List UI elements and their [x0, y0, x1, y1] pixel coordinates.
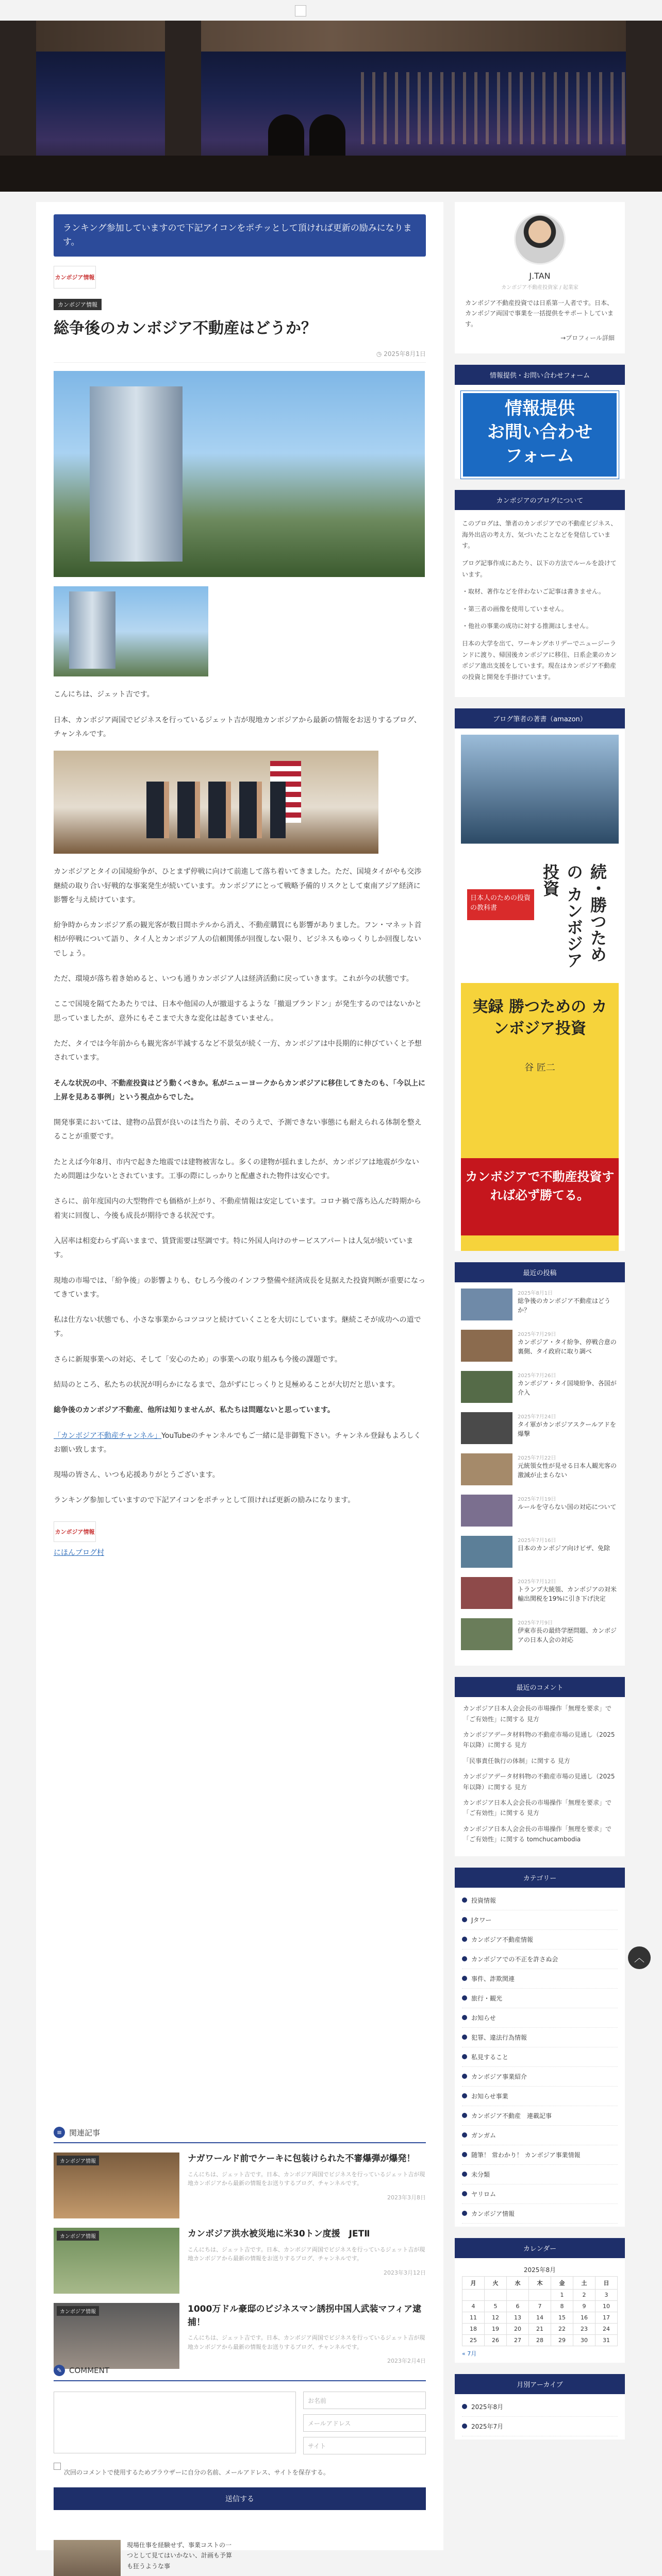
save-info-checkbox[interactable]: 次回のコメントで使用するためブラウザーに自分の名前、メールアドレス、サイトを保存する。 — [54, 2463, 426, 2481]
recent-post[interactable]: 2025年7月12日 トランプ大統領、カンボジアの対米輸出関税を19%に引き下げ決定 — [461, 1577, 619, 1609]
comment-item[interactable]: カンボジア日本人会会長の市場操作「無理を要求」で「ご有効性」に関する 見方 — [463, 1799, 612, 1817]
ranking-notice: ランキング参加していますので下記アイコンをポチッとして頂ければ更新の励みになります。 — [54, 214, 426, 257]
calendar-day: 21 — [529, 2323, 551, 2334]
calendar-day: 28 — [529, 2334, 551, 2346]
paragraph: 開発事業においては、建物の品質が良いのは当たり前、そのうえで、予測できない事態にも耐えられる体制を整えることが重要です。 — [54, 1118, 422, 1141]
related-title[interactable]: 1000万ドル豪邸のビジネスマン誘拐中国人武装マフィア逮捕！ — [188, 2304, 422, 2328]
books-widget — [455, 708, 625, 1251]
scroll-to-top-icon[interactable]: ︿ — [628, 1946, 651, 1969]
calendar-day-header: 土 — [573, 2276, 595, 2289]
speech-bubble-icon: ✎ — [54, 2365, 65, 2376]
profile-widget — [455, 202, 625, 353]
recent-post[interactable]: 2025年7月19日 ルールを守らない国の対応について — [461, 1495, 619, 1527]
book-cover-1[interactable]: 続・勝つための カンボジア投資 日本人のための投資の教科書 — [461, 735, 619, 977]
related-date: 2023年3月12日 — [384, 2269, 426, 2276]
category-widget — [455, 1868, 625, 2227]
calendar-day: 1 — [551, 2289, 573, 2300]
widget-title: カンボジアのブログについて — [455, 490, 625, 510]
calendar-day: 2 — [573, 2289, 595, 2300]
comment-item[interactable]: カンボジアデータ材料物の不動産市場の見通し（2025年以降）に関する 見方 — [463, 1731, 615, 1749]
ranking-logo-bottom[interactable]: カンボジア情報 — [54, 1521, 96, 1542]
paragraph: ただ、タイでは今年前からも観光客が半減するなど不景気が続く一方、カンボジアは中長期的に伸びていくと予想されています。 — [54, 1039, 422, 1062]
paragraph: 紛争時からカンボジア系の観光客が数日間ホテルから消え、不動産購買にも影響がありました。フン・マネット首相が停戦について語り、タイ人とカンボジア人の信頼関係が回復しない限り、ビジネスもゆっくりしか回復しないでしょう。 — [54, 921, 422, 958]
archive-link[interactable]: 2025年7月 — [462, 2417, 618, 2436]
post-title: 総争後のカンボジア不動産はどうか？ — [54, 319, 317, 338]
calendar-day: 30 — [573, 2334, 595, 2346]
about-text: ・第三者の画像を使用していません。 — [462, 605, 568, 613]
comment-item[interactable]: 「民事責任執行の体制」に関する 見方 — [463, 1757, 570, 1765]
paragraph: こんにちは、ジェット吉です。 — [54, 690, 154, 699]
related-excerpt: こんにちは、ジェット吉です。日本、カンボジア両国でビジネスを行っているジェット吉が現地カンボジアから最新の情報をお送りするブログ、チャンネルです。 — [188, 2334, 425, 2350]
archive-link[interactable]: 2025年8月 — [462, 2397, 618, 2417]
calendar-day: 18 — [462, 2323, 485, 2334]
calendar-day: 19 — [485, 2323, 507, 2334]
calendar-day — [485, 2289, 507, 2300]
calendar-day: 9 — [573, 2300, 595, 2312]
recent-comments-widget — [455, 1677, 625, 1856]
paragraph: さらに新規事業への対応、そして「安心のため」の事業への取り組みも今後の課題です。 — [54, 1355, 342, 1364]
next-post-text[interactable]: 現場仕事を経験せず、事業コストの一つとして見てはいかない、計画も予算も狂うような事 — [127, 2541, 233, 2570]
recent-post[interactable]: 2025年7月29日 カンボジア・タイ紛争、停戦合意の裏側、タイ政府に取り調べ — [461, 1330, 619, 1362]
calendar-day: 17 — [595, 2312, 618, 2323]
paragraph: たとえば今年8月、市内で起きた地震では建物被害なし。多くの建物が揺れましたが、カンボジアは地震が少ないため問題は少ないとされています。工事の際にしっかりと配慮された物件は安心です。 — [54, 1158, 419, 1181]
widget-title: カレンダー — [455, 2238, 625, 2258]
email-input[interactable]: メールアドレス — [303, 2414, 426, 2432]
calendar-day: 24 — [595, 2323, 618, 2334]
recent-post[interactable]: 2025年7月9日 伊東市長の最終学歴問題、カンボジアの日本人会の対応 — [461, 1618, 619, 1650]
url-input[interactable]: サイト — [303, 2437, 426, 2454]
broken-image-icon — [295, 5, 306, 16]
category-link[interactable]: 旅行・観光 — [462, 1989, 618, 2008]
category-link[interactable]: カンボジア事業紹介 — [462, 2067, 618, 2087]
recent-post[interactable]: 2025年7月22日 元統領女性が見せる日本人観光客の激減が止まらない — [461, 1453, 619, 1485]
related-item[interactable] — [54, 2228, 426, 2294]
related-thumb[interactable]: カンボジア情報 — [54, 2228, 179, 2294]
comment-form — [36, 2365, 443, 2510]
about-text: このブログは、筆者のカンボジアでの不動産ビジネス、海外出店の考え方、気づいたことなどを発信しています。 — [462, 520, 617, 550]
calendar-day: 11 — [462, 2312, 485, 2323]
widget-title: 最近の投稿 — [455, 1262, 625, 1282]
calendar-widget — [455, 2238, 625, 2363]
paragraph-bold: 総争後のカンボジア不動産、他所は知りませんが、私たちは問題ないと思っています。 — [54, 1406, 335, 1415]
related-thumb[interactable]: カンボジア情報 — [54, 2303, 179, 2369]
category-link[interactable]: カンボジア情報 — [462, 2204, 618, 2224]
category-link[interactable]: カンボジア不動産情報 — [462, 1930, 618, 1950]
comment-item[interactable]: カンボジア日本人会会長の市場操作「無理を要求」で「ご有効性」に関する tomchucambodia — [463, 1825, 612, 1843]
profile-subtitle: カンボジア不動産投資家 / 起業家 — [501, 285, 578, 291]
category-link[interactable]: 私見すること — [462, 2047, 618, 2067]
sidebar — [455, 202, 625, 2451]
calendar-day: 8 — [551, 2300, 573, 2312]
recent-post[interactable]: 2025年8月1日 総争後のカンボジア不動産はどうか？ — [461, 1289, 619, 1320]
recent-post[interactable]: 2025年7月16日 日本のカンボジア向けビザ、免除 — [461, 1536, 619, 1568]
category-link[interactable]: カンボジア不動産 連載記事 — [462, 2106, 618, 2126]
next-post-link[interactable] — [36, 2540, 443, 2576]
calendar-day: 15 — [551, 2312, 573, 2323]
calendar-day: 5 — [485, 2300, 507, 2312]
calendar-day: 3 — [595, 2289, 618, 2300]
about-text: ブログ記事作成にあたり、以下の方法でルールを設けています。 — [462, 559, 617, 578]
calendar-day: 27 — [507, 2334, 529, 2346]
paragraph: ここで国境を隔てたあたりでは、日本や他国の人が撤退するような「撤退ブランドン」が発生するのではないかと思っていましたが、意外にもそこまで大きな変化は起きていません。 — [54, 1000, 422, 1023]
profile-desc: カンボジア不動産投資では日系第一人者です。日本、カンボジア両国で事業を一括提供をサポートしています。 — [465, 299, 614, 328]
calendar-day: 29 — [551, 2334, 573, 2346]
about-text: ・他社の事業の成功に対する推測はしません。 — [462, 622, 592, 630]
ranking-logo[interactable]: カンボジア情報 — [54, 266, 96, 289]
category-link[interactable]: Jタワー — [462, 1910, 618, 1930]
meeting-photo — [54, 751, 378, 854]
calendar-day: 4 — [462, 2300, 485, 2312]
calendar-day: 26 — [485, 2334, 507, 2346]
category-link[interactable]: 投資情報 — [462, 1891, 618, 1910]
youtube-channel-link[interactable]: 「カンボジア不動産チャンネル」 — [54, 1431, 162, 1440]
calendar-day: 25 — [462, 2334, 485, 2346]
calendar-day-header: 木 — [529, 2276, 551, 2289]
related-title[interactable]: カンボジア洪水被災地に米30トン度援 JETⅡ — [188, 2229, 370, 2239]
comment-item[interactable]: カンボジア日本人会会長の市場操作「無理を要求」で「ご有効性」に関する 見方 — [463, 1705, 612, 1723]
widget-title: カテゴリー — [455, 1868, 625, 1888]
paragraph-bold: そんな状況の中、不動産投資はどう動くべきか。私がニューヨークからカンボジアに移住してきたのも、「今以上に上昇を見ある事例」という視点からでした。 — [54, 1079, 425, 1101]
inquiry-widget — [455, 365, 625, 479]
related-thumb[interactable]: カンボジア情報 — [54, 2153, 179, 2218]
about-text: 日本の大学を出て、ワーキングホリデーでニュージーランドに渡り、帰国後カンボジアに移住、日系企業のカンボジア進出支援をしています。現在はカンボジア不動産の投資と開発を手掛けています。 — [462, 639, 617, 681]
paragraph: 現場の皆さん、いつも応援ありがとうございます。 — [54, 1471, 220, 1480]
calendar-day-header: 水 — [507, 2276, 529, 2289]
next-post-thumb[interactable] — [54, 2540, 121, 2576]
related-item[interactable] — [54, 2153, 426, 2218]
comment-header: ✎ COMMENT — [54, 2365, 426, 2381]
calendar-day: 10 — [595, 2300, 618, 2312]
paragraph: 結局のところ、私たちの状況が明らかになるまで、急がずにじっくりと見極めることが大切だと思います。 — [54, 1380, 400, 1389]
recent-post[interactable]: 2025年7月24日 タイ軍がカンボジアスクールアドを爆撃 — [461, 1412, 619, 1444]
calendar-day: 20 — [507, 2323, 529, 2334]
calendar-day — [462, 2289, 485, 2300]
paragraph: 日本、カンボジア両国でビジネスを行っているジェット吉が現地カンボジアから最新の情報をお送りするブログ、チャンネルです。 — [54, 716, 421, 738]
book-cover-2[interactable]: 実録 勝つための カンボジア投資 谷 匠二 カンボジアで不動産投資すれば必ず勝てる。 — [461, 983, 619, 1251]
category-link[interactable]: ヤリロム — [462, 2184, 618, 2204]
calendar-day-header: 月 — [462, 2276, 485, 2289]
related-excerpt: こんにちは、ジェット吉です。日本、カンボジア両国でビジネスを行っているジェット吉が現地カンボジアから最新の情報をお送りするブログ、チャンネルです。 — [188, 2171, 425, 2187]
calendar-prev-link[interactable]: « 7月 — [462, 2350, 477, 2357]
category-tag[interactable]: カンボジア情報 — [54, 299, 102, 310]
calendar-day: 31 — [595, 2334, 618, 2346]
paragraph: ランキング参加していますので下記アイコンをポチッとして頂ければ更新の励みになります。 — [54, 1496, 355, 1505]
tower-photo — [54, 371, 425, 577]
comment-item[interactable]: カンボジアデータ材料物の不動産市場の見通し（2025年以降）に関する 見方 — [463, 1773, 615, 1791]
hero-banner — [0, 21, 662, 192]
widget-title: 情報提供・お問い合わせフォーム — [455, 365, 625, 385]
related-item[interactable] — [54, 2303, 426, 2369]
category-link[interactable]: 犯罪、違法行為情報 — [462, 2028, 618, 2047]
related-posts — [36, 2127, 443, 2369]
profile-more-link[interactable]: →プロフィール詳細 — [560, 334, 615, 342]
paragraph: さらに、前年度国内の大型物件でも価格が上がり、不動産情報は安定しています。コロナ禍で落ち込んだ時期から着実に回復し、今後も成長が期待できる状況です。 — [54, 1197, 421, 1220]
paragraph: ただ、環境が落ち着き始めると、いつも通りカンボジア人は経済活動に戻っていきます。これが今の状態です。 — [54, 975, 413, 984]
widget-title: ブログ筆者の著書（amazon） — [455, 708, 625, 728]
calendar-day: 13 — [507, 2312, 529, 2323]
calendar-day: 14 — [529, 2312, 551, 2323]
clock-icon: ◷ — [376, 350, 384, 358]
calendar-day-header: 火 — [485, 2276, 507, 2289]
calendar-day — [507, 2289, 529, 2300]
about-widget — [455, 490, 625, 697]
about-text: ・取材、著作などを伴わないご記事は書きません。 — [462, 588, 605, 596]
category-link[interactable]: お知らせ — [462, 2008, 618, 2028]
avatar — [514, 213, 566, 265]
archive-widget — [455, 2374, 625, 2439]
related-excerpt: こんにちは、ジェット吉です。日本、カンボジア両国でビジネスを行っているジェット吉が現地カンボジアから最新の情報をお送りするブログ、チャンネルです。 — [188, 2246, 425, 2262]
paragraph: カンボジアとタイの国境紛争が、ひとまず停戦に向けて前進して落ち着いてきました。ただ、国境タイがやも交渉継続の取り合い好戦的な事案発生が続いています。カンボジアにとって戦略予備的リスクとして東南アジア経済に影響を与え続けています。 — [54, 868, 422, 904]
paragraph: 私は仕方ない状態でも、小さな事業からコツコツと続けていくことを大切にしています。継続こそが成功への道です。 — [54, 1316, 421, 1338]
tower-photo-small — [54, 586, 208, 676]
recent-posts-widget — [455, 1262, 625, 1666]
calendar-day-header: 日 — [595, 2276, 618, 2289]
related-title[interactable]: ナガワールド前でケーキに包装けられた不審爆弾が爆発！ — [188, 2154, 416, 2164]
youtube-paragraph: 「カンボジア不動産チャンネル」YouTubeのチャンネルでもご一緒に是非御覧下さい。チャンネル登録もよろしくお願い致します。 — [54, 1431, 421, 1454]
calendar-day: 12 — [485, 2312, 507, 2323]
name-input[interactable]: お名前 — [303, 2392, 426, 2409]
category-link[interactable]: 未分類 — [462, 2165, 618, 2184]
paragraph: 現地の市場では、「紛争後」の影響よりも、むしろ今後のインフラ整備や経済成長を見据えた投資判断が重要になってきています。 — [54, 1276, 425, 1299]
calendar-day: 22 — [551, 2323, 573, 2334]
category-link[interactable]: ガンガム — [462, 2126, 618, 2145]
related-header: ≡ 関連記事 — [54, 2127, 426, 2143]
document-icon: ≡ — [54, 2127, 65, 2138]
category-link[interactable]: お知らせ事業 — [462, 2087, 618, 2106]
calendar-day: 7 — [529, 2300, 551, 2312]
comment-textarea[interactable] — [54, 2392, 296, 2453]
inquiry-banner[interactable]: 情報提供 お問い合わせ フォーム — [461, 391, 619, 479]
calendar-day — [529, 2289, 551, 2300]
category-link[interactable]: 事件、詐欺関連 — [462, 1969, 618, 1989]
category-link[interactable]: 随筆！ 常わかり！ カンボジア事業情報 — [462, 2145, 618, 2165]
blog-mura-link[interactable]: にほんブログ村 — [54, 1548, 104, 1557]
category-link[interactable]: カンボジアでの不正を許さぬ会 — [462, 1950, 618, 1969]
calendar-table: 2025年8月 月 火 水 木 金 土 日 1 2 3 4 5 6 7 8 9 10 11 12 13 14 15 16 17 18 19 20 21 22 23 24 25 26 27 28 29 30 31 — [462, 2263, 618, 2346]
post-date: ◷ 2025年8月1日 — [54, 349, 426, 363]
calendar-day: 23 — [573, 2323, 595, 2334]
submit-comment-button[interactable]: 送信する — [54, 2487, 426, 2510]
recent-post[interactable]: 2025年7月26日 カンボジア・タイ国境紛争、各国が介入 — [461, 1371, 619, 1403]
calendar-day-header: 金 — [551, 2276, 573, 2289]
calendar-day: 6 — [507, 2300, 529, 2312]
widget-title: 最近のコメント — [455, 1677, 625, 1697]
related-date: 2023年2月4日 — [387, 2358, 426, 2365]
widget-title: 月別アーカイブ — [455, 2374, 625, 2394]
related-date: 2023年3月8日 — [387, 2194, 426, 2201]
paragraph: 入居率は相変わらず高いままで、賃貸需要は堅調です。特に外国人向けのサービスアパートは人気が続いています。 — [54, 1236, 413, 1260]
profile-name: J.TAN — [529, 271, 551, 281]
calendar-day: 16 — [573, 2312, 595, 2323]
